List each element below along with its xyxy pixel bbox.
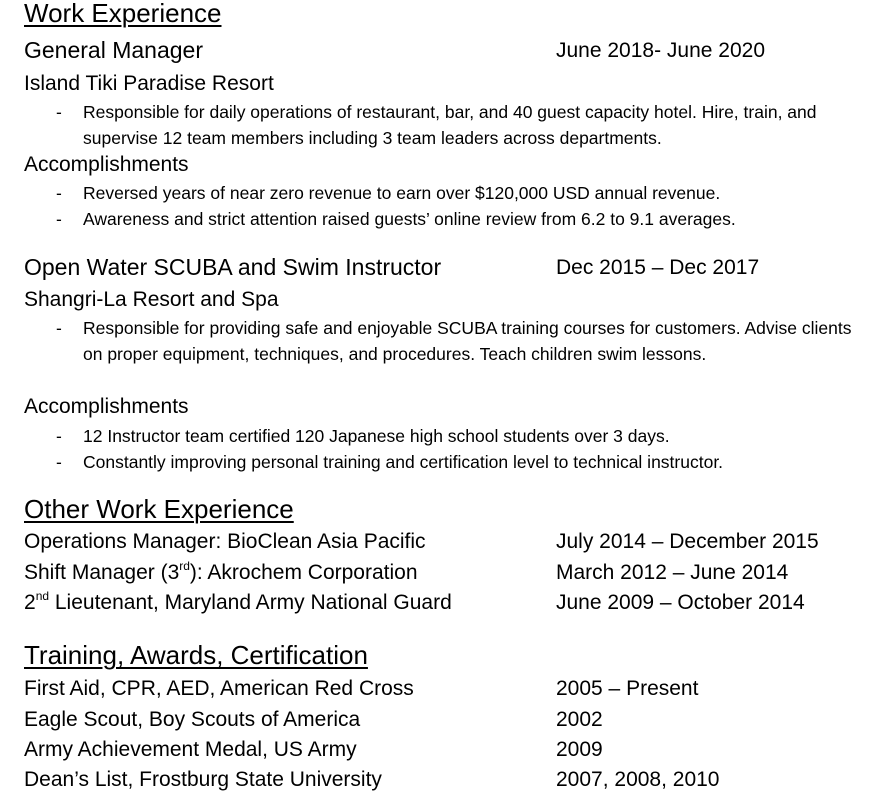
list-item bbox=[0, 315, 883, 393]
work-row-label: 2nd Lieutenant, Maryland Army National Guard bbox=[24, 589, 452, 614]
superscript: rd bbox=[179, 559, 190, 573]
accomplishment-text: 12 Instructor team certified 120 Japanese high school students over 3 days. bbox=[83, 426, 670, 446]
duty-text: Responsible for daily operations of restaurant, bar, and 40 guest capacity hotel. Hire, train, and supervise 12 team members including 3 team leaders across departments. bbox=[83, 102, 817, 148]
duty-text: Responsible for providing safe and enjoyable SCUBA training courses for customers. Advise clients on proper equipment, techniques, and procedures. Teach children swim lessons. bbox=[83, 318, 852, 364]
accomplishments-label: Accomplishments bbox=[24, 395, 189, 418]
work-row-dates: March 2012 – June 2014 bbox=[556, 561, 789, 584]
job-dates: Dec 2015 – Dec 2017 bbox=[556, 256, 760, 279]
training-row-label: Army Achievement Medal, US Army bbox=[24, 738, 357, 761]
job-dates: June 2018- June 2020 bbox=[556, 39, 766, 62]
work-row-dates: July 2014 – December 2015 bbox=[556, 530, 819, 553]
bullet-dash: - bbox=[56, 426, 62, 446]
work-row-label: Shift Manager (3rd): Akrochem Corporation bbox=[24, 559, 418, 584]
training-row-dates: 2005 – Present bbox=[556, 677, 699, 700]
superscript: nd bbox=[35, 589, 50, 603]
training-row-label: Eagle Scout, Boy Scouts of America bbox=[24, 708, 361, 731]
work-experience-heading: Work Experience bbox=[24, 0, 222, 28]
training-row-dates: 2007, 2008, 2010 bbox=[556, 768, 720, 791]
work-row-label: Operations Manager: BioClean Asia Pacific bbox=[24, 530, 426, 553]
training-row-label: Dean’s List, Frostburg State University bbox=[24, 768, 382, 791]
accomplishment-text: Awareness and strict attention raised guests’ online review from 6.2 to 9.1 averages. bbox=[83, 209, 736, 229]
list-item bbox=[0, 99, 883, 151]
employer-name: Shangri-La Resort and Spa bbox=[24, 288, 279, 311]
other-work-heading: Other Work Experience bbox=[24, 494, 294, 524]
accomplishments-label: Accomplishments bbox=[24, 153, 189, 176]
training-row-dates: 2009 bbox=[556, 738, 603, 761]
work-row-dates: June 2009 – October 2014 bbox=[556, 591, 805, 614]
employer-name: Island Tiki Paradise Resort bbox=[24, 72, 274, 95]
list-item bbox=[0, 180, 883, 206]
job-title: General Manager bbox=[24, 37, 203, 63]
list-item bbox=[0, 449, 883, 475]
accomplishment-text: Constantly improving personal training and certification level to technical instructor. bbox=[83, 452, 724, 472]
list-item bbox=[0, 423, 883, 449]
training-heading: Training, Awards, Certification bbox=[24, 640, 368, 670]
bullet-dash: - bbox=[56, 102, 62, 122]
training-row-dates: 2002 bbox=[556, 708, 603, 731]
bullet-dash: - bbox=[56, 318, 62, 338]
accomplishment-text: Reversed years of near zero revenue to earn over $120,000 USD annual revenue. bbox=[83, 183, 721, 203]
bullet-dash: - bbox=[56, 209, 62, 229]
bullet-dash: - bbox=[56, 452, 62, 472]
job-title: Open Water SCUBA and Swim Instructor bbox=[24, 254, 442, 280]
training-row-label: First Aid, CPR, AED, American Red Cross bbox=[24, 677, 414, 700]
bullet-dash: - bbox=[56, 183, 62, 203]
list-item bbox=[0, 206, 883, 232]
